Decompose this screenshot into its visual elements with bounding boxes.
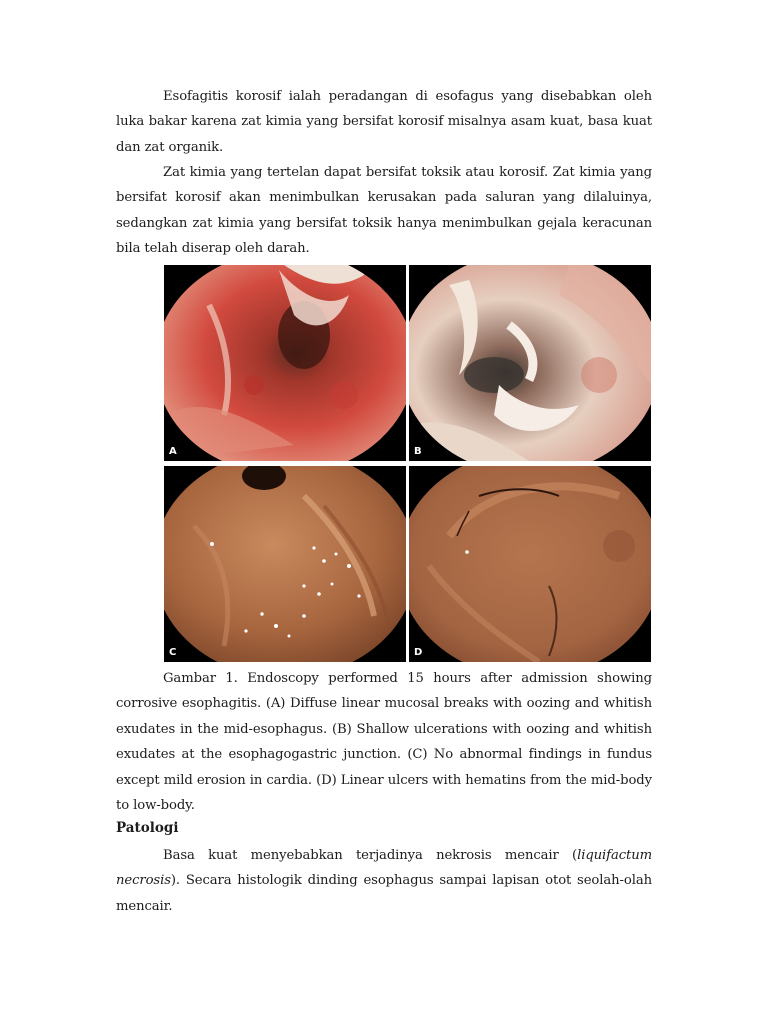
italic-term: liquifactum necrosis: [116, 848, 652, 889]
panel-label-a: A: [169, 446, 177, 457]
panel-label-c: C: [169, 647, 177, 658]
pathology-text-end: ). Secara histologik dinding esophagus sampai lapisan otot seolah-olah mencair.: [116, 873, 652, 914]
pathology-text-start: Basa kuat menyebabkan terjadinya nekrosis mencair (: [163, 848, 578, 863]
panel-label-b: B: [414, 446, 422, 457]
endoscopy-image-b: [409, 265, 651, 461]
endoscopy-image-c: [164, 466, 406, 662]
endoscopy-image-a: [164, 265, 406, 461]
panel-label-d: D: [414, 647, 423, 658]
esophagus-mucosa-image: [164, 265, 406, 461]
paragraph-intro: Esofagitis korosif ialah peradangan di esofagus yang disebabkan oleh luka bakar karena zat kimia yang bersifat korosif misalnya asam kuat, basa kuat dan zat organik.: [116, 89, 652, 155]
figure-caption: Gambar 1. Endoscopy performed 15 hours after admission showing corrosive esophagitis. (A) Diffuse linear mucosal breaks with oozing and whitish exudates in the mid-esophagus. (B) Shallow ulcerations with oozing and whitish exudates at the esophagogastric junction. (C) No abnormal findings in fundus except mild erosion in cardia. (D) Linear ulcers with hematins from the mid-body to low-body.: [116, 671, 652, 814]
gastric-body-image: [409, 466, 651, 662]
esophagogastric-junction-image: [409, 265, 651, 461]
paragraph-pathology: [116, 843, 652, 919]
endoscopy-image-d: [409, 466, 651, 662]
section-heading: Patologi: [116, 820, 179, 836]
paragraph-chemical-types: Zat kimia yang tertelan dapat bersifat toksik atau korosif. Zat kimia yang bersifat korosif akan menimbulkan kerusakan pada saluran yang dilaluinya, sedangkan zat kimia yang bersifat toksik hanya menimbulkan gejala keracunan bila telah diserap oleh darah.: [116, 165, 652, 257]
endoscopy-figure: [164, 265, 652, 663]
fundus-image: [164, 466, 406, 662]
